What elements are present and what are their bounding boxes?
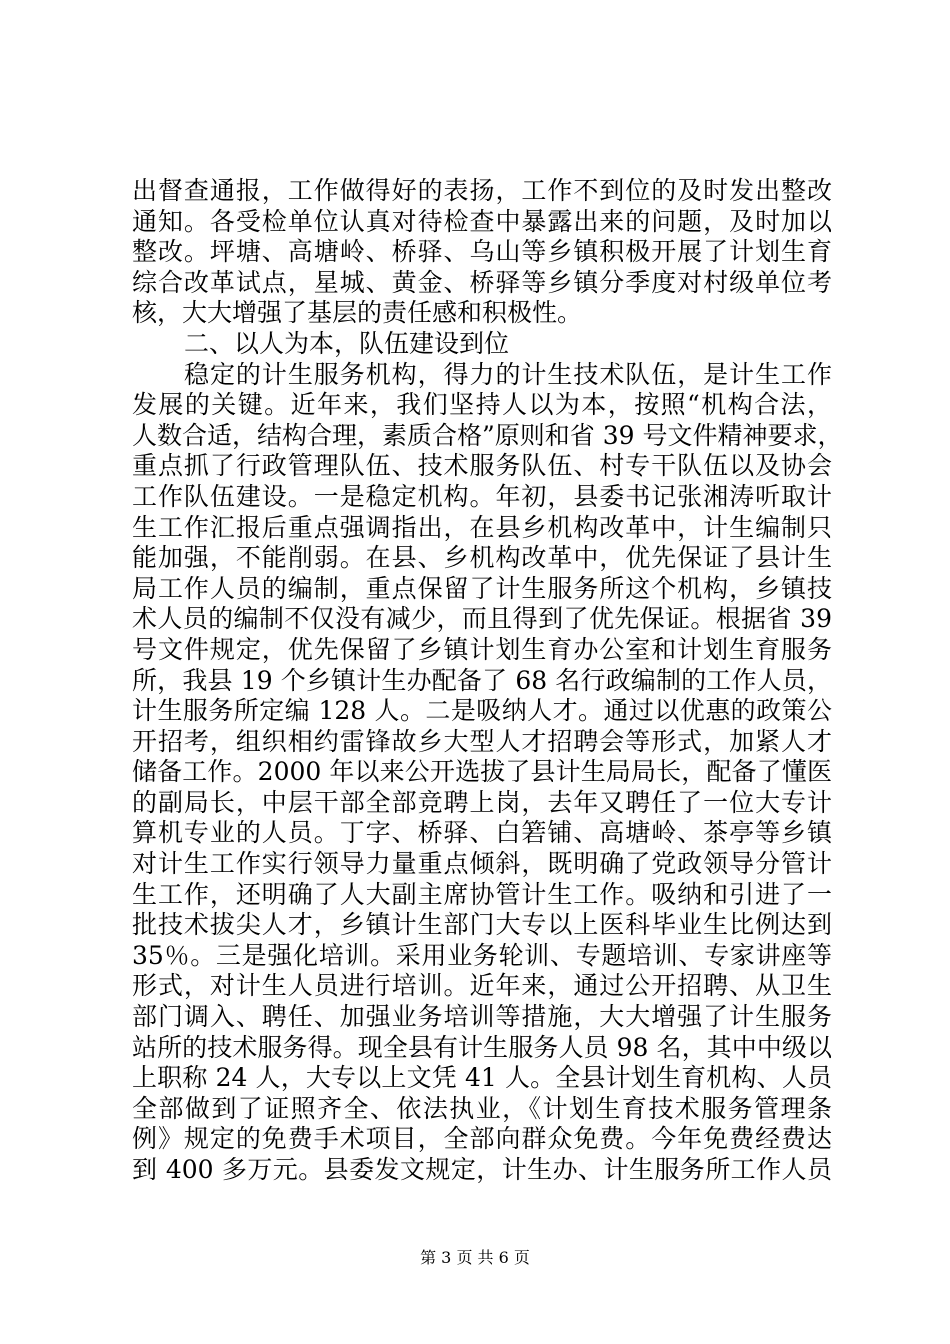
text-line: 术人员的编制不仅没有减少，而且得到了优先保证。根据省 39 xyxy=(132,604,832,634)
text-line: 出督查通报，工作做得好的表扬，工作不到位的及时发出整改 xyxy=(132,176,832,205)
text-line: 上职称 24 人，大专以上文凭 41 人。全县计划生育机构、人员 xyxy=(132,1063,832,1093)
text-line: 所，我县 19 个乡镇计生办配备了 68 名行政编制的工作人员， xyxy=(132,665,832,695)
text-line: 能加强，不能削弱。在县、乡机构改革中，优先保证了县计生 xyxy=(132,543,832,573)
text-line: 的副局长，中层干部全部竞聘上岗，去年又聘任了一位大专计 xyxy=(132,787,832,817)
text-line: 人数合适，结构合理，素质合格”原则和省 39 号文件精神要求， xyxy=(132,420,843,450)
text-line: 部门调入、聘任、加强业务培训等措施，大大增强了计生服务 xyxy=(132,1002,832,1032)
text-line: 储备工作。2000 年以来公开选拔了县计生局局长，配备了懂医 xyxy=(132,757,832,787)
text-line: 计生服务所定编 128 人。二是吸纳人才。通过以优惠的政策公 xyxy=(132,696,832,726)
text-line: 例》规定的免费手术项目，全部向群众免费。今年免费经费达 xyxy=(132,1124,832,1154)
text-line: 号文件规定，优先保留了乡镇计划生育办公室和计划生育服务 xyxy=(132,634,832,664)
text-line: 生工作汇报后重点强调指出，在县乡机构改革中，计生编制只 xyxy=(132,512,832,542)
text-line: 算机专业的人员。丁字、桥驿、白箬铺、高塘岭、茶亭等乡镇 xyxy=(132,818,832,848)
text-line: 全部做到了证照齐全、依法执业，《计划生育技术服务管理条 xyxy=(132,1093,832,1123)
text-line: 开招考，组织相约雷锋故乡大型人才招聘会等形式，加紧人才 xyxy=(132,726,832,756)
text-line: 形式，对计生人员进行培训。近年来，通过公开招聘、从卫生 xyxy=(132,971,832,1001)
document-body xyxy=(132,176,843,1186)
text-line: 稳定的计生服务机构，得力的计生技术队伍，是计生工作 xyxy=(184,359,832,389)
text-line: 35％。三是强化培训。采用业务轮训、专题培训、专家讲座等 xyxy=(132,940,832,970)
text-line: 通知。各受检单位认真对待检查中暴露出来的问题，及时加以 xyxy=(132,206,832,236)
text-line: 综合改革试点，星城、黄金、桥驿等乡镇分季度对村级单位考 xyxy=(132,267,832,297)
text-line: 生工作，还明确了人大副主席协管计生工作。吸纳和引进了一 xyxy=(132,879,832,909)
text-line: 整改。坪塘、高塘岭、桥驿、乌山等乡镇积极开展了计划生育 xyxy=(132,237,832,267)
text-line: 重点抓了行政管理队伍、技术服务队伍、村专干队伍以及协会 xyxy=(132,451,832,481)
text-line: 对计生工作实行领导力量重点倾斜，既明确了党政领导分管计 xyxy=(132,849,832,879)
page-footer: 第 3 页 共 6 页 xyxy=(420,1248,530,1267)
text-line: 局工作人员的编制，重点保留了计生服务所这个机构，乡镇技 xyxy=(132,573,832,603)
section-heading: 二、以人为本，队伍建设到位 xyxy=(184,328,510,358)
text-line: 核，大大增强了基层的责任感和积极性。 xyxy=(132,298,583,328)
text-line: 批技术拔尖人才，乡镇计生部门大专以上医科毕业生比例达到 xyxy=(132,910,832,940)
text-line: 到 400 多万元。县委发文规定，计生办、计生服务所工作人员 xyxy=(132,1155,832,1184)
text-line: 发展的关键。近年来，我们坚持人以为本，按照“机构合法， xyxy=(132,390,832,420)
text-line: 工作队伍建设。一是稳定机构。年初，县委书记张湘涛听取计 xyxy=(132,481,832,511)
text-line: 站所的技术服务得。现全县有计生服务人员 98 名，其中中级以 xyxy=(132,1032,832,1062)
